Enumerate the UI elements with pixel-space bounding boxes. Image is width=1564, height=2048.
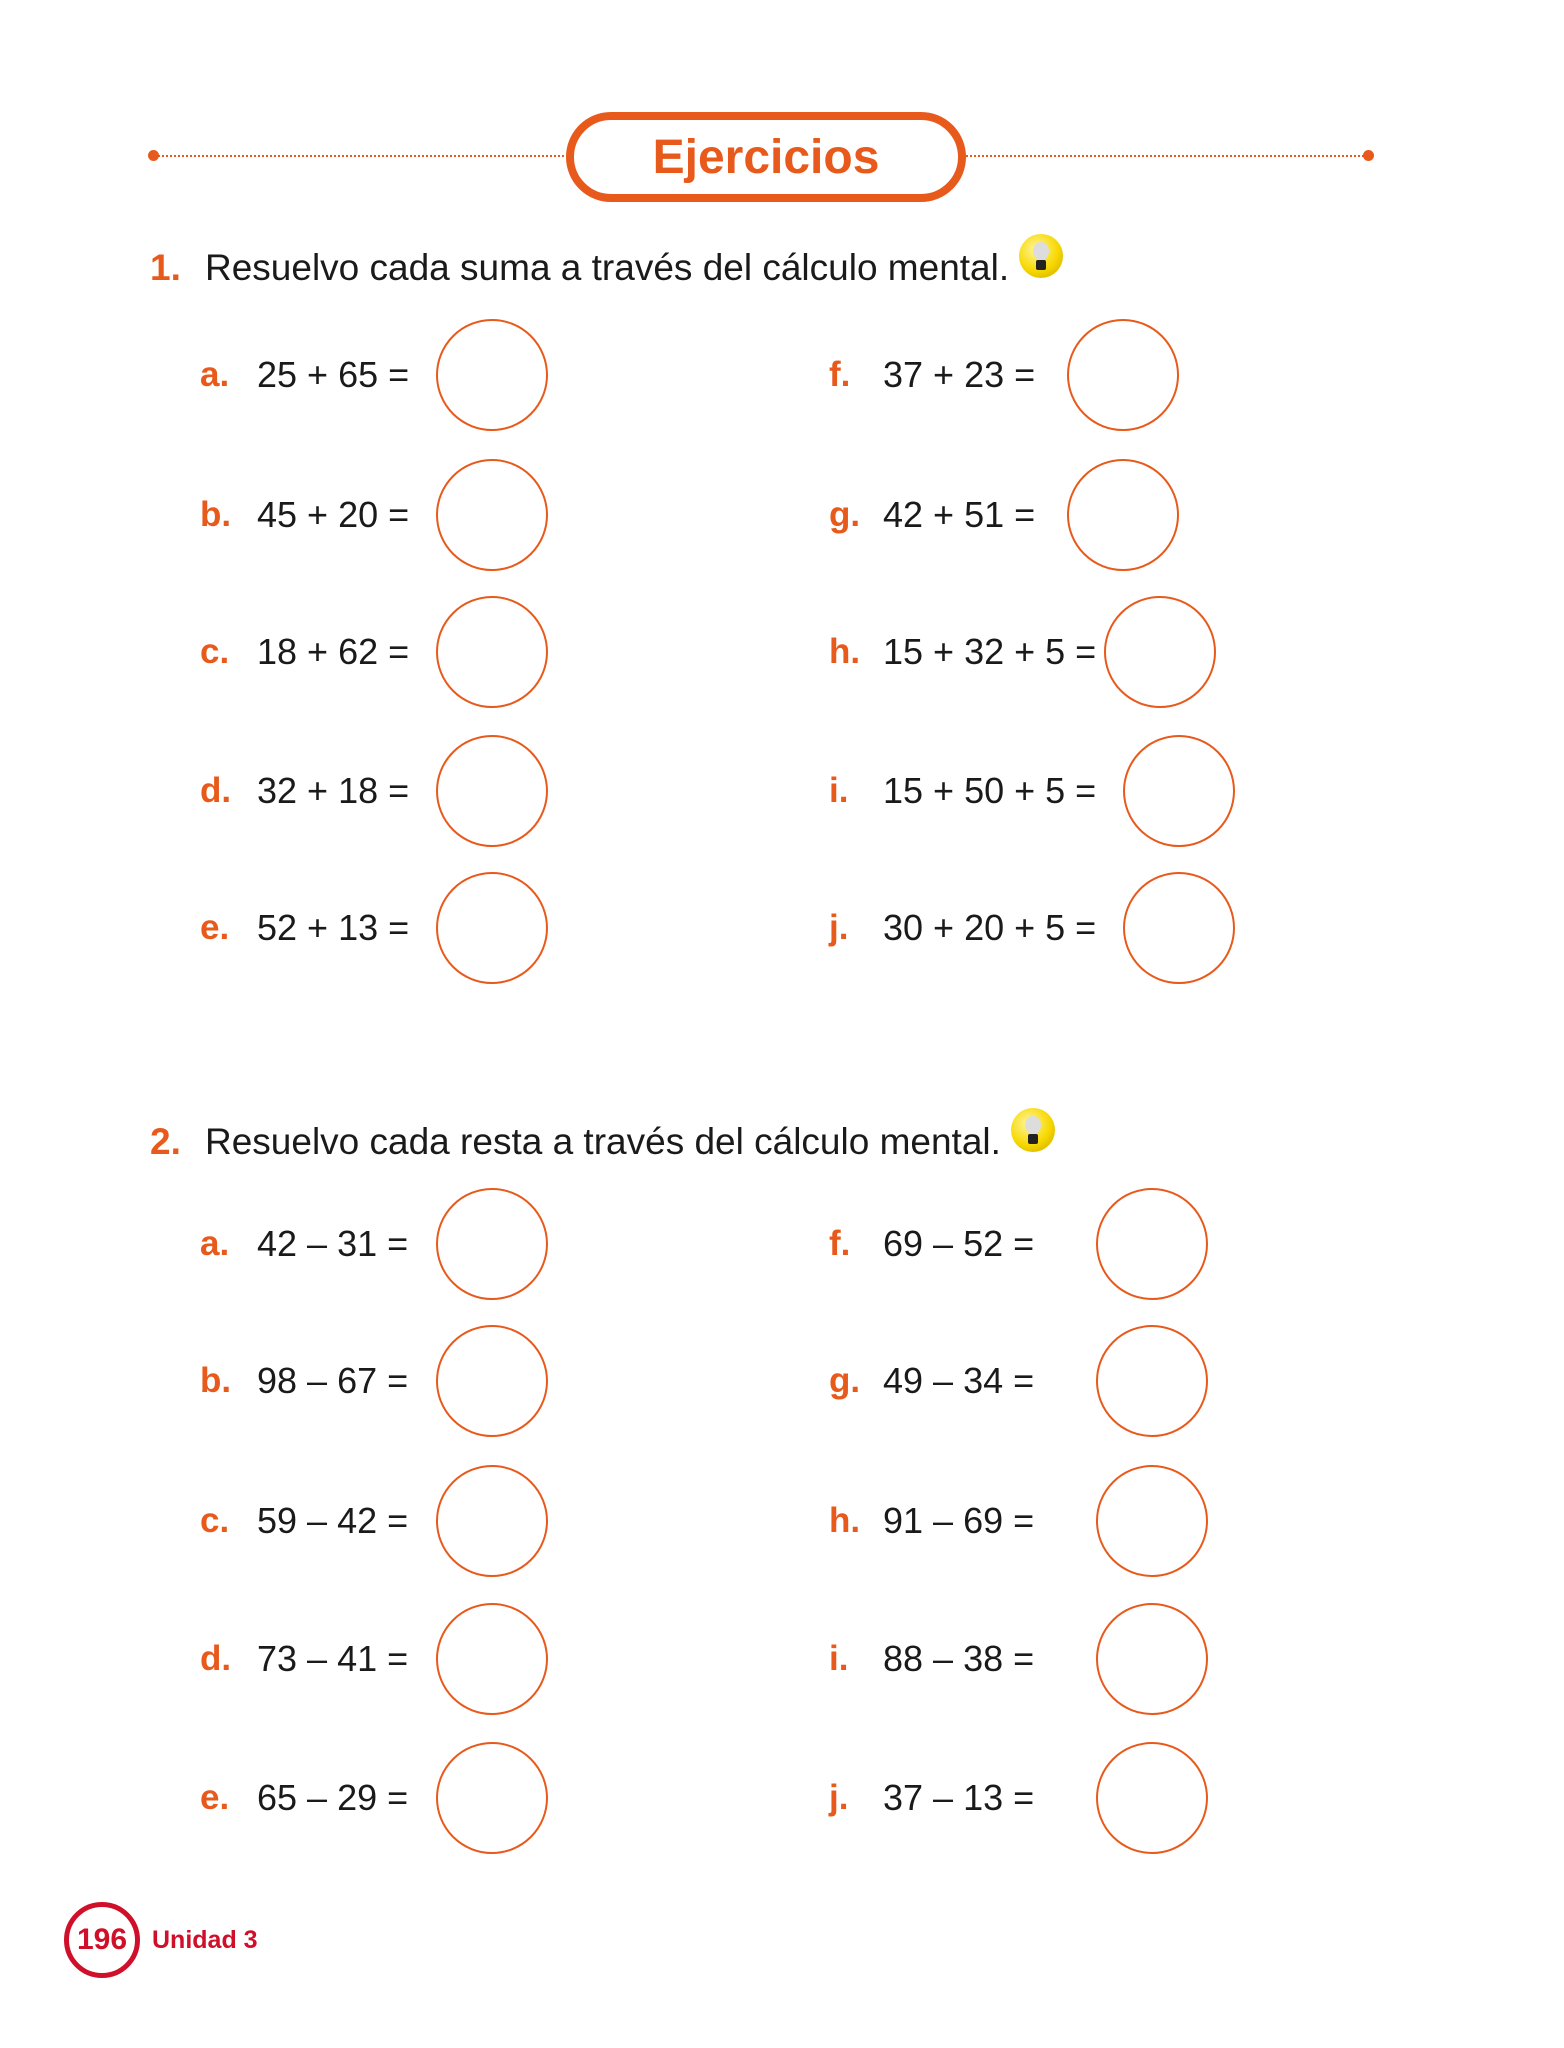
answer-circle[interactable] [436,1742,548,1854]
divider-right [950,155,1364,157]
item-letter: h. [829,632,861,671]
answer-circle[interactable] [1096,1325,1208,1437]
item-expression: 69 – 52 = [883,1223,1035,1264]
exercise-instruction: Resuelvo cada resta a través del cálculo mental. [205,1121,1001,1162]
answer-circle[interactable] [1123,872,1235,984]
item-expression: 42 + 51 = [883,494,1036,535]
item-expression: 73 – 41 = [257,1638,409,1679]
page-number: 196 [76,1923,128,1956]
exercise-number: 1. [150,247,181,288]
answer-circle[interactable] [1096,1465,1208,1577]
item-expression: 32 + 18 = [257,770,410,811]
item-letter: i. [829,771,849,810]
answer-circle[interactable] [1096,1188,1208,1300]
answer-circle[interactable] [436,1325,548,1437]
unit-label: Unidad 3 [152,1926,258,1954]
section-title [566,112,966,202]
exercise-instruction: Resuelvo cada suma a través del cálculo mental. [205,247,1010,288]
item-letter: f. [829,1224,851,1263]
item-expression: 30 + 20 + 5 = [883,907,1097,948]
item-letter: a. [200,1224,230,1263]
item-letter: c. [200,1501,230,1540]
item-letter: d. [200,771,232,810]
item-expression: 59 – 42 = [257,1500,409,1541]
answer-circle[interactable] [436,459,548,571]
answer-circle[interactable] [1067,319,1179,431]
item-letter: d. [200,1639,232,1678]
item-letter: b. [200,495,232,534]
divider-dot-right [1363,150,1374,161]
item-letter: i. [829,1639,849,1678]
item-expression: 65 – 29 = [257,1777,409,1818]
item-expression: 91 – 69 = [883,1500,1035,1541]
item-expression: 52 + 13 = [257,907,410,948]
item-letter: a. [200,355,230,394]
item-expression: 15 + 50 + 5 = [883,770,1097,811]
answer-circle[interactable] [436,1188,548,1300]
item-expression: 15 + 32 + 5 = [883,631,1097,672]
answer-circle[interactable] [1104,596,1216,708]
item-letter: f. [829,355,851,394]
item-expression: 88 – 38 = [883,1638,1035,1679]
answer-circle[interactable] [436,735,548,847]
item-letter: g. [829,1361,861,1400]
item-letter: j. [829,908,849,947]
item-letter: e. [200,908,230,947]
item-letter: j. [829,1778,849,1817]
answer-circle[interactable] [1096,1603,1208,1715]
item-letter: c. [200,632,230,671]
answer-circle[interactable] [436,319,548,431]
item-expression: 49 – 34 = [883,1360,1035,1401]
exercise-number: 2. [150,1121,181,1162]
item-expression: 37 + 23 = [883,354,1036,395]
item-letter: e. [200,1778,230,1817]
item-expression: 42 – 31 = [257,1223,409,1264]
item-letter: h. [829,1501,861,1540]
page-number-badge [64,1902,140,1978]
item-expression: 18 + 62 = [257,631,410,672]
answer-circle[interactable] [1096,1742,1208,1854]
exercise-2-heading [150,1120,1055,1164]
item-letter: g. [829,495,861,534]
item-expression: 37 – 13 = [883,1777,1035,1818]
item-letter: b. [200,1361,232,1400]
answer-circle[interactable] [436,596,548,708]
answer-circle[interactable] [1123,735,1235,847]
answer-circle[interactable] [436,1603,548,1715]
exercise-1-heading [150,246,1063,290]
answer-circle[interactable] [1067,459,1179,571]
item-expression: 98 – 67 = [257,1360,409,1401]
section-title-text: Ejercicios [652,130,880,184]
item-expression: 45 + 20 = [257,494,410,535]
answer-circle[interactable] [436,872,548,984]
divider-left [158,155,568,157]
lightbulb-icon [1019,234,1063,278]
item-expression: 25 + 65 = [257,354,410,395]
answer-circle[interactable] [436,1465,548,1577]
lightbulb-icon [1011,1108,1055,1152]
